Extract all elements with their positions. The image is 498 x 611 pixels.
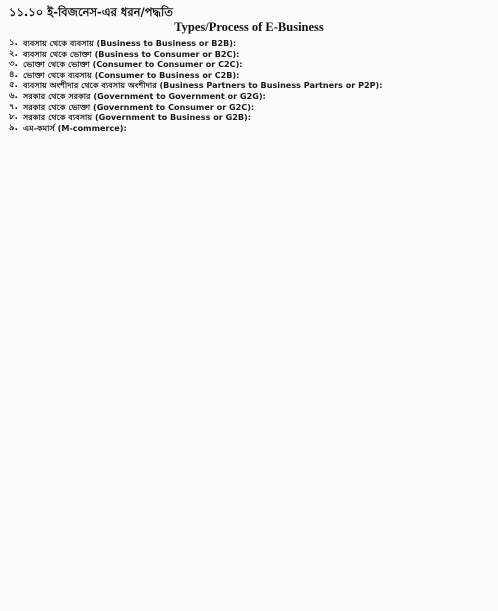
section-title: ১১.১০ ই-বিজনেস-এর ধরন/পদ্ধতি — [9, 5, 173, 19]
item-number: ১. — [9, 38, 18, 48]
item-text — [23, 70, 489, 81]
item-number: ২. — [9, 48, 18, 59]
item-number: ৪. — [9, 69, 18, 80]
item-heading: এম-কমার্স (M-commerce): — [23, 122, 127, 133]
section-subtitle: Types/Process of E-Business — [174, 20, 324, 34]
item-text — [23, 49, 489, 60]
item-heading: ব্যবসায় অংশীদার থেকে ব্যবসায় অংশীদার (Business Partners to Business Partners or P2P): — [23, 80, 383, 91]
item-heading: ব্যবসায় থেকে ব্যবসায় (Business to Business or B2B): — [23, 38, 237, 48]
list-item-g2c — [9, 102, 489, 113]
item-heading: ব্যবসায় থেকে ভোক্তা (Business to Consumer or B2C): — [23, 48, 240, 59]
item-number: ৭. — [9, 101, 18, 112]
list-item-c2b — [9, 70, 489, 81]
item-text — [23, 123, 489, 134]
item-text — [23, 102, 489, 113]
list-item-g2g — [9, 91, 489, 102]
ebusiness-types-list — [9, 38, 489, 133]
list-item-p2p — [9, 80, 489, 91]
item-text — [23, 91, 489, 102]
list-item-g2b — [9, 112, 489, 123]
item-number: ৯. — [9, 122, 18, 133]
list-item-c2c — [9, 59, 489, 70]
list-item-b2c — [9, 49, 489, 60]
item-number: ৮. — [9, 112, 18, 123]
item-number: ৫. — [9, 80, 18, 91]
item-heading: সরকার থেকে ভোক্তা (Government to Consumer or G2C): — [23, 101, 255, 112]
item-heading: ভোক্তা থেকে ভোক্তা (Consumer to Consumer or C2C): — [23, 59, 243, 70]
item-heading: সরকার থেকে ব্যবসায় (Government to Business or G2B): — [23, 112, 251, 123]
item-heading: সরকার থেকে সরকার (Government to Government or G2G): — [23, 90, 266, 101]
item-text — [23, 112, 489, 123]
item-text — [23, 59, 489, 70]
item-number: ৬. — [9, 90, 18, 101]
list-item-m-commerce — [9, 123, 489, 134]
item-text — [23, 38, 489, 49]
item-heading: ভোক্তা থেকে ব্যবসায় (Consumer to Business or C2B): — [23, 69, 240, 80]
list-item-b2b — [9, 38, 489, 49]
item-number: ৩. — [9, 59, 18, 70]
item-text — [23, 80, 489, 91]
